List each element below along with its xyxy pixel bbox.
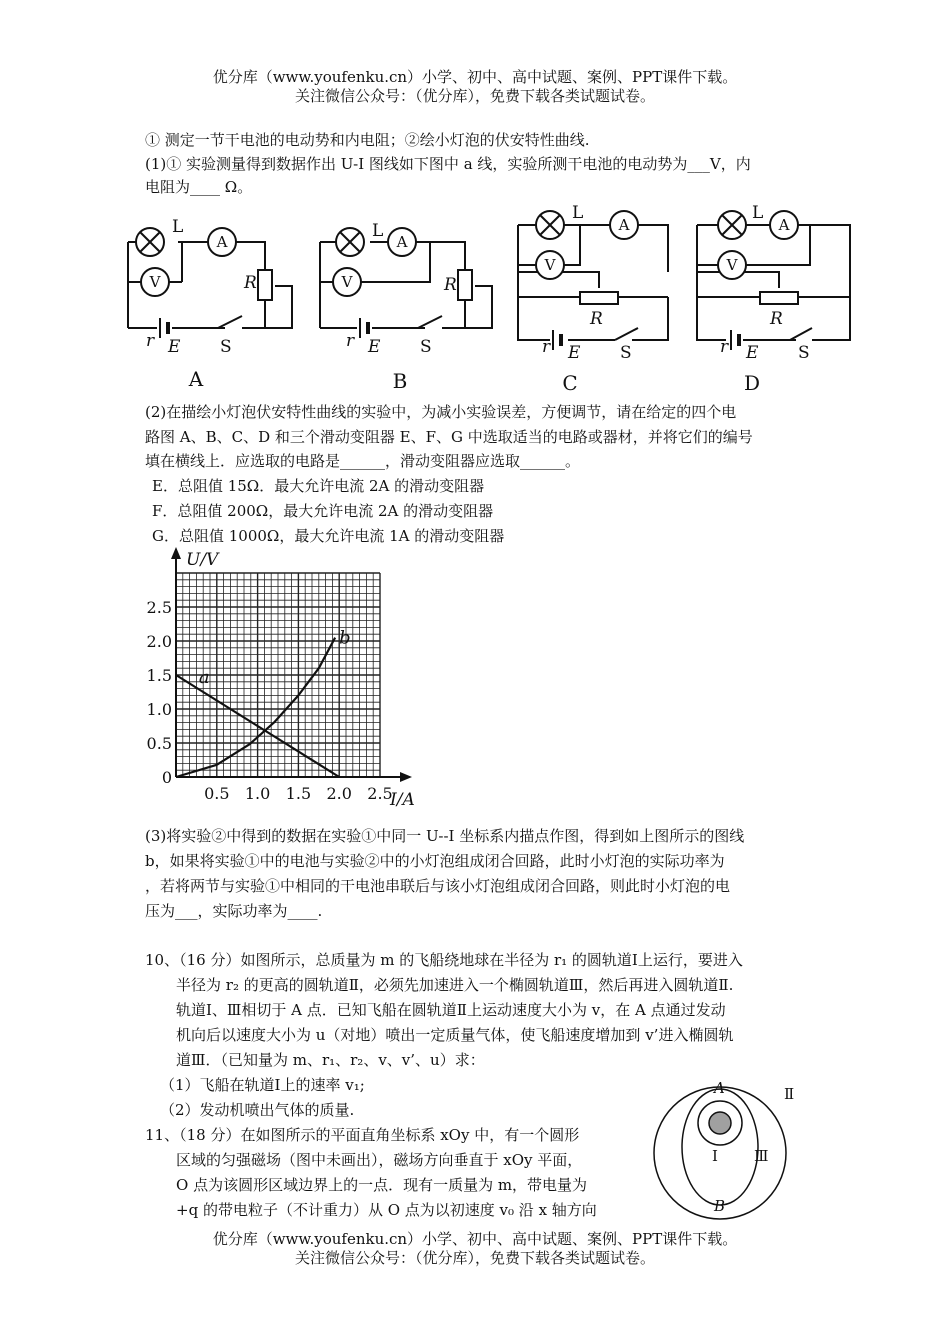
circuit-diagrams (110, 200, 870, 400)
y-tick-label: 0 (161, 768, 172, 787)
y-tick-label: 0.5 (146, 734, 172, 753)
ammeter-symbol: A (778, 216, 790, 234)
lamp-label: L (372, 221, 384, 241)
ammeter-symbol: A (618, 216, 630, 234)
orbit-ii-label: Ⅱ (784, 1085, 795, 1103)
lamp-label: L (752, 203, 764, 223)
voltmeter-symbol: V (341, 273, 353, 291)
q10-line3: 轨道Ⅰ、Ⅲ相切于 A 点．已知飞船在圆轨道Ⅱ上运动速度大小为 v，在 A 点通过发动 (176, 1001, 726, 1019)
rheostat-label: R (244, 273, 257, 293)
orbit-i-label: Ⅰ (712, 1147, 718, 1165)
switch-label: S (620, 343, 632, 363)
q10-line1: 10、（16 分）如图所示，总质量为 m 的飞船绕地球在半径为 r₁ 的圆轨道Ⅰ上运行，要进入 (145, 951, 743, 969)
emf-label: E (568, 343, 581, 363)
voltmeter-symbol: V (726, 256, 738, 274)
lamp-label: L (572, 203, 584, 223)
q9-part3-line2: b，如果将实验①中的电池与实验②中的小灯泡组成闭合回路，此时小灯泡的实际功率为 (145, 852, 725, 870)
ammeter-symbol: A (396, 233, 408, 251)
q11-line4: +q 的带电粒子（不计重力）从 O 点为以初速度 v₀ 沿 x 轴方向 (176, 1201, 597, 1219)
orbit-point-a: A (714, 1079, 725, 1097)
y-tick-label: 2.5 (146, 598, 172, 617)
internal-resistance-label: r (542, 337, 551, 357)
switch-label: S (798, 343, 810, 363)
chart-labels (147, 550, 415, 810)
lamp-label: L (172, 217, 184, 237)
orbit-diagram (650, 1065, 810, 1225)
circuit-label-b: B (392, 369, 408, 393)
q9-part3-line3: ，若将两节与实验①中相同的干电池串联后与该小灯泡组成闭合回路，则此时小灯泡的电 (145, 877, 731, 895)
rheostat-label: R (590, 309, 603, 329)
q9-part1-line2: 电阻为____ Ω。 (145, 178, 253, 196)
q10-line4: 机向后以速度大小为 u（对地）喷出一定质量气体，使飞船速度增加到 v’进入椭圆轨 (176, 1026, 734, 1044)
option-g: G．总阻值 1000Ω，最大允许电流 1A 的滑动变阻器 (152, 527, 505, 545)
x-axis-label: I/A (390, 790, 415, 810)
q9-part2-line1: (2)在描绘小灯泡伏安特性曲线的实验中，为减小实验误差，方便调节，请在给定的四个电 (145, 403, 737, 421)
u-i-graph (140, 545, 430, 810)
rheostat-label: R (770, 309, 783, 329)
option-e: E．总阻值 15Ω．最大允许电流 2A 的滑动变阻器 (152, 477, 485, 495)
series-a-label: a (198, 667, 210, 689)
header-line-2: 关注微信公众号：（优分库），免费下载各类试题试卷。 (294, 87, 655, 105)
q9-part3-line4: 压为___，实际功率为____. (145, 902, 323, 920)
q9-part1-line1: (1)① 实验测量得到数据作出 U-I 图线如下图中 a 线，实验所测干电池的电动势为___V，内 (145, 155, 751, 173)
x-tick-label: 0.5 (204, 784, 230, 803)
voltmeter-symbol: V (149, 273, 161, 291)
x-axis-arrow (400, 772, 412, 782)
option-f: F．总阻值 200Ω，最大允许电流 2A 的滑动变阻器 (152, 502, 494, 520)
earth (709, 1112, 731, 1134)
y-axis-arrow (171, 547, 181, 559)
orbit-point-b: B (714, 1197, 726, 1215)
voltmeter-symbol: V (544, 256, 556, 274)
footer-line-1: 优分库（www.youfenku.cn）小学、初中、高中试题、案例、PPT课件下载。 (212, 1230, 738, 1248)
header-line-1: 优分库（www.youfenku.cn）小学、初中、高中试题、案例、PPT课件下载。 (212, 68, 738, 86)
x-tick-label: 1.0 (244, 784, 271, 803)
internal-resistance-label: r (720, 337, 729, 357)
internal-resistance-label: r (346, 331, 355, 351)
rheostat-label: R (444, 275, 457, 295)
series-b-label: b (339, 627, 351, 649)
ammeter-symbol: A (216, 233, 228, 251)
y-axis-label: U/V (186, 550, 219, 570)
q11-line3: O 点为该圆形区域边界上的一点．现有一质量为 m，带电量为 (176, 1176, 588, 1194)
q9-intro: ① 测定一节干电池的电动势和内电阻；②绘小灯泡的伏安特性曲线. (145, 131, 590, 149)
y-tick-label: 2.0 (146, 632, 172, 651)
orbit-iii-label: Ⅲ (754, 1147, 769, 1165)
footer-line-2: 关注微信公众号：（优分库），免费下载各类试题试卷。 (294, 1249, 655, 1267)
circuit-label-a: A (188, 367, 204, 391)
circuit-label-c: C (562, 371, 578, 395)
emf-label: E (368, 337, 381, 357)
q10-line2: 半径为 r₂ 的更高的圆轨道Ⅱ，必须先加速进入一个椭圆轨道Ⅲ，然后再进入圆轨道Ⅱ. (176, 976, 734, 994)
x-tick-label: 2.0 (326, 784, 352, 803)
internal-resistance-label: r (146, 331, 155, 351)
q9-part2-line3: 填在横线上．应选取的电路是______，滑动变阻器应选取______。 (145, 452, 581, 470)
y-tick-label: 1.0 (146, 700, 172, 719)
series-b-line (176, 638, 335, 777)
y-tick-label: 1.5 (146, 666, 172, 685)
x-tick-label: 2.5 (367, 784, 393, 803)
q11-line2: 区域的匀强磁场（图中未画出），磁场方向垂直于 xOy 平面， (176, 1151, 583, 1169)
circuit-label-d: D (743, 371, 761, 395)
q11-line1: 11、（18 分）在如图所示的平面直角坐标系 xOy 中，有一个圆形 (145, 1126, 580, 1144)
q10-line5: 道Ⅲ．（已知量为 m、r₁、r₂、v、v’、u）求： (176, 1051, 485, 1069)
q10-sub1: （1）飞船在轨道Ⅰ上的速率 v₁; (160, 1076, 365, 1094)
switch-label: S (420, 337, 432, 357)
q9-part2-line2: 路图 A、B、C、D 和三个滑动变阻器 E、F、G 中选取适当的电路或器材，并将它们的编号 (145, 428, 753, 446)
q9-part3-line1: (3)将实验②中得到的数据在实验①中同一 U--I 坐标系内描点作图，得到如上图所示的图线 (145, 827, 745, 845)
switch-label: S (220, 337, 232, 357)
x-tick-label: 1.5 (285, 784, 312, 803)
emf-label: E (746, 343, 759, 363)
q10-sub2: （2）发动机喷出气体的质量. (160, 1101, 355, 1119)
emf-label: E (168, 337, 181, 357)
